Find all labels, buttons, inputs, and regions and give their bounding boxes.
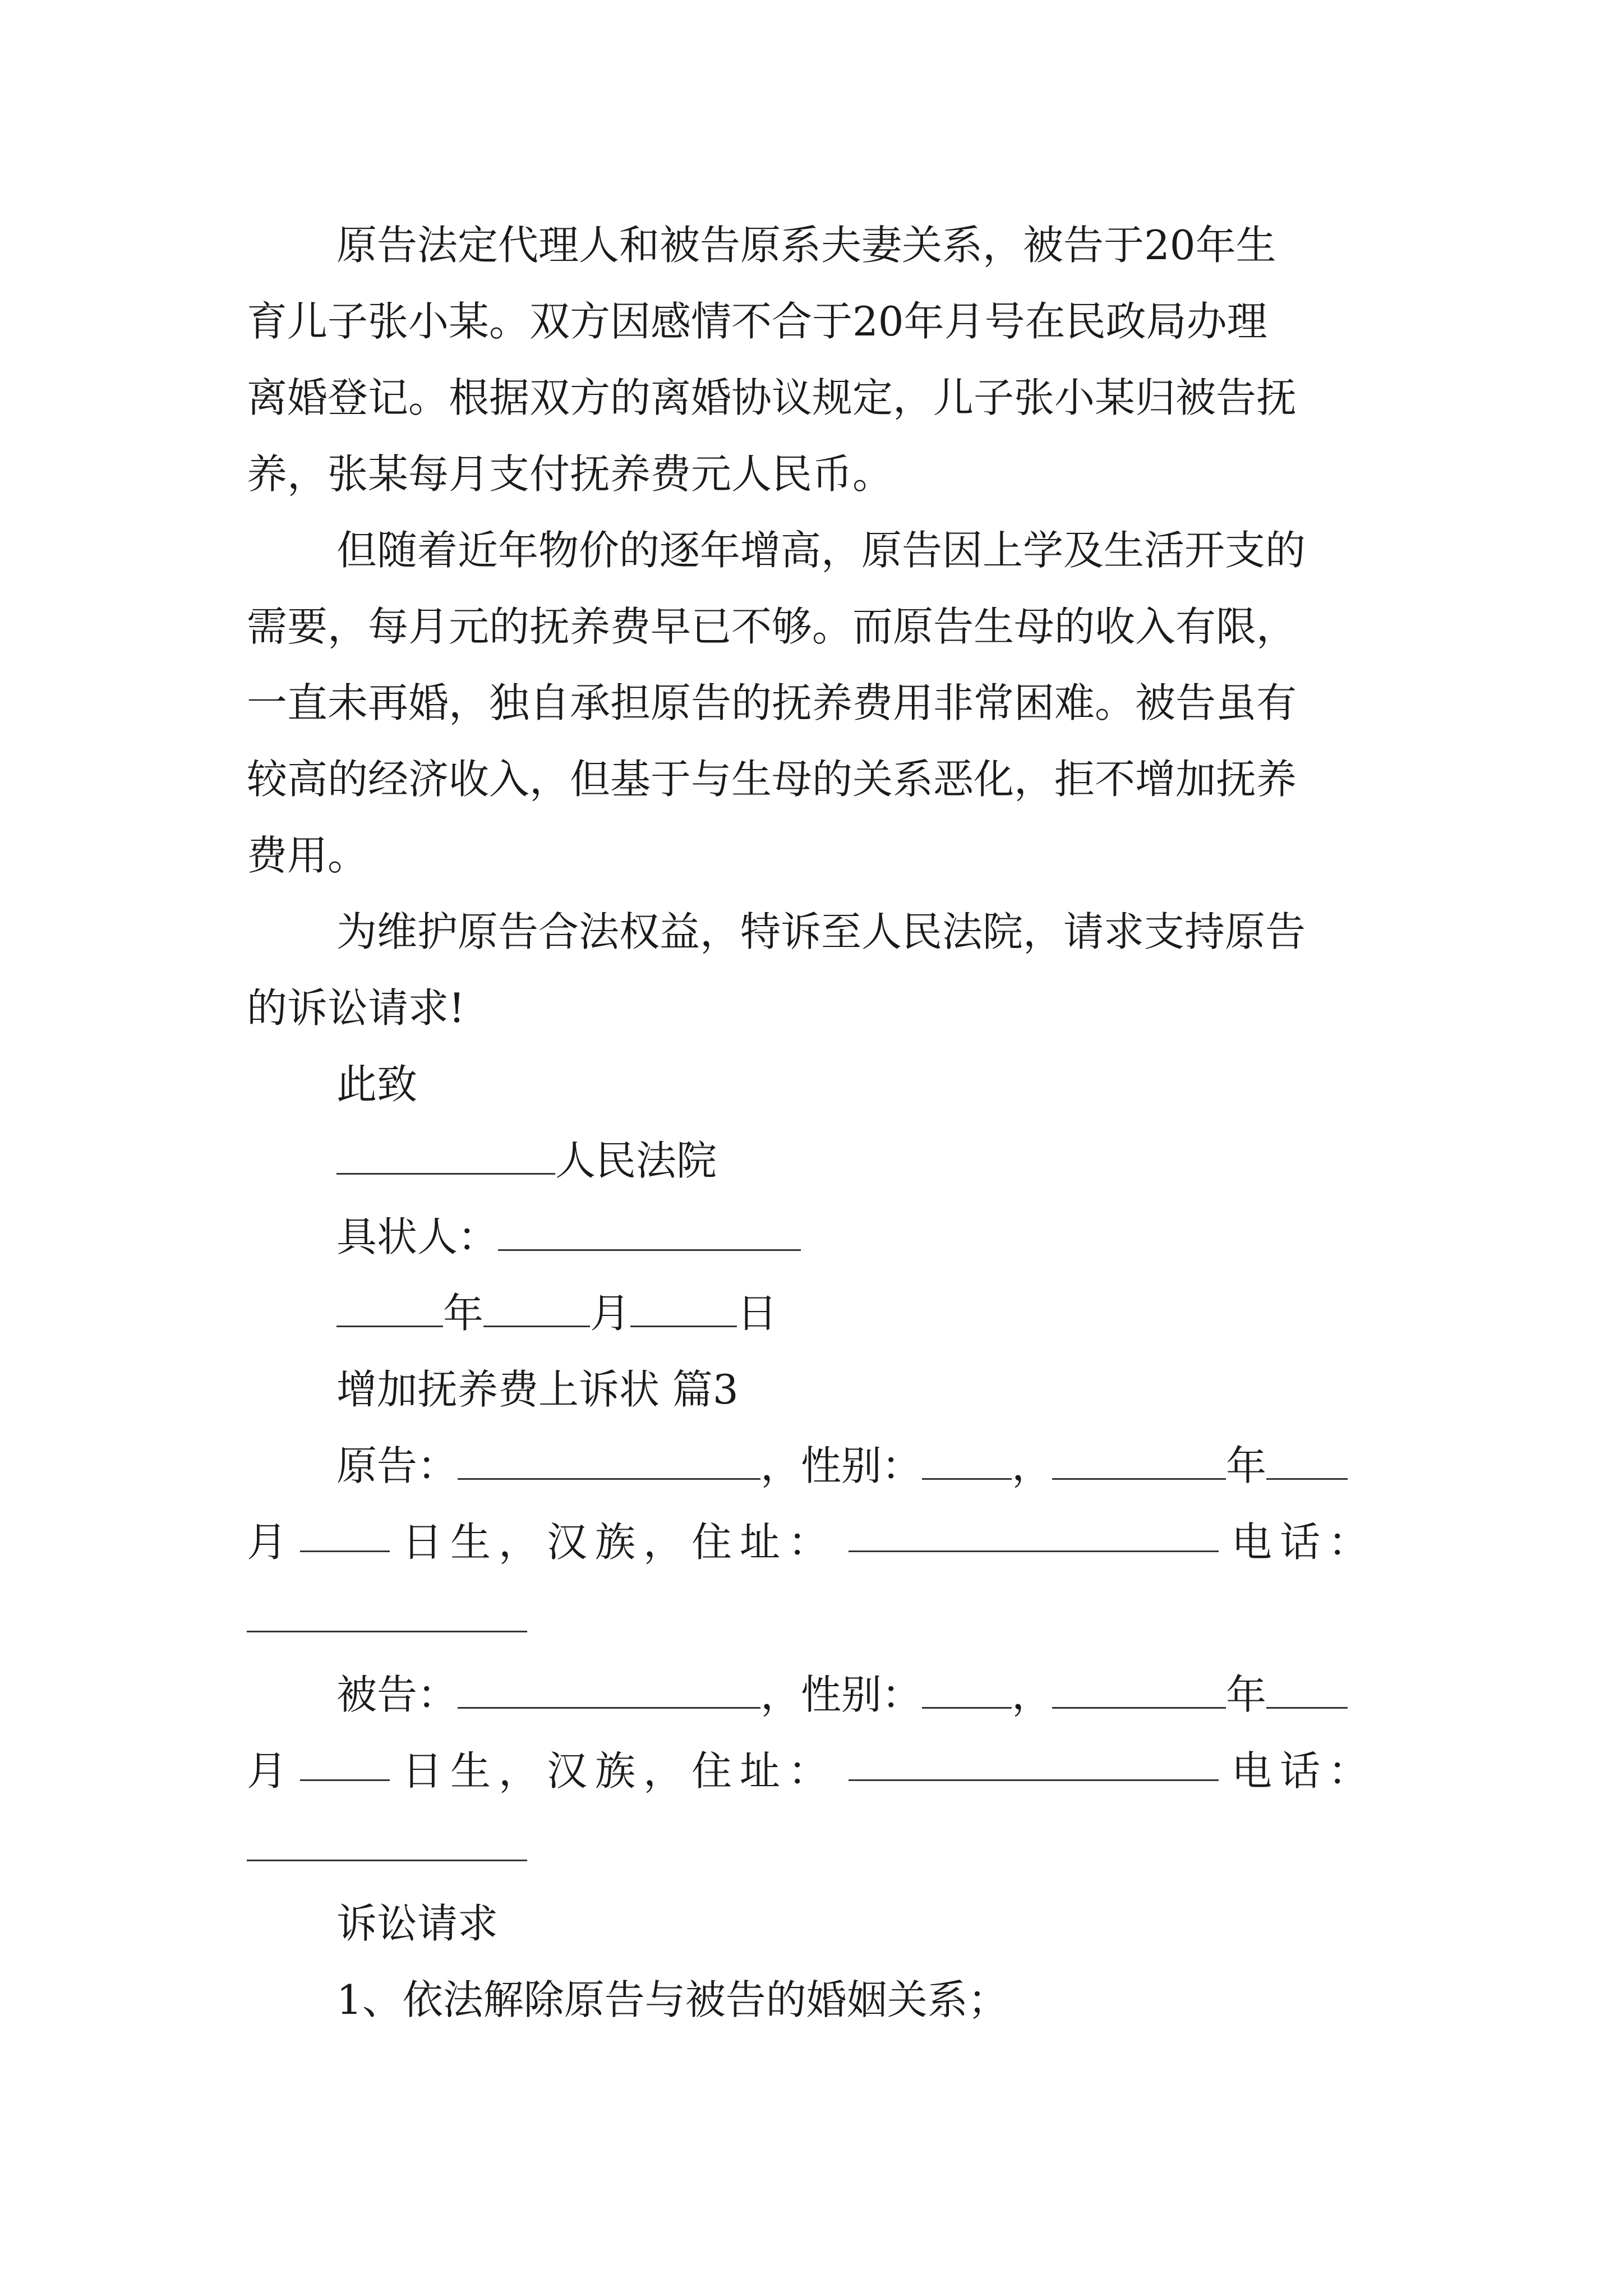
- plaintiff-label: 原告：: [336, 1442, 458, 1489]
- paragraph-line: 需要，每月元的抚养费早已不够。而原告生母的收入有限，: [247, 603, 1297, 650]
- defendant-phone-blank: [247, 1826, 527, 1861]
- defendant-month-blank: [1266, 1673, 1348, 1709]
- plaintiff-line: [247, 1593, 527, 1644]
- signer-blank: [498, 1216, 801, 1251]
- paragraph-line: 养，张某每月支付抚养费元人民币。: [247, 450, 893, 498]
- plaintiff-phone-label: 电话：: [1231, 1519, 1376, 1566]
- plaintiff-year-blank: [1052, 1444, 1226, 1480]
- defendant-line: [247, 1822, 527, 1872]
- defendant-month-label: 月: [247, 1747, 288, 1795]
- paragraph-line: 的诉讼请求!: [247, 984, 465, 1032]
- court-blank: [336, 1139, 555, 1175]
- defendant-name-blank: [458, 1673, 760, 1709]
- plaintiff-comma: ，: [1012, 1442, 1053, 1489]
- paragraph-line: 一直未再婚，独自承担原告的抚养费用非常困难。被告虽有: [247, 679, 1297, 726]
- month-blank: [483, 1292, 590, 1327]
- claim-item: 1、依法解除原告与被告的婚姻关系；: [336, 1976, 1008, 2023]
- defendant-line: [336, 1669, 1348, 1720]
- plaintiff-year-label: 年: [1226, 1442, 1267, 1489]
- signer-label: 具状人：: [336, 1213, 499, 1260]
- paragraph-line: 离婚登记。根据双方的离婚协议规定，儿子张小某归被告抚: [247, 374, 1297, 421]
- plaintiff-day-blank: [300, 1517, 390, 1552]
- defendant-label: 被告：: [336, 1671, 458, 1718]
- year-label: 年: [443, 1290, 484, 1337]
- plaintiff-name-blank: [458, 1444, 760, 1480]
- section-title: 增加抚养费上诉状 篇3: [336, 1366, 739, 1413]
- defendant-year-blank: [1052, 1673, 1226, 1709]
- month-label: 月: [590, 1290, 631, 1337]
- defendant-line: [247, 1746, 1376, 1796]
- plaintiff-month-label: 月: [247, 1519, 288, 1566]
- plaintiff-line: [247, 1517, 1376, 1567]
- paragraph-line: 原告法定代理人和被告原系夫妻关系，被告于20年生: [336, 222, 1276, 269]
- defendant-gender-blank: [922, 1673, 1012, 1709]
- plaintiff-gender-blank: [922, 1444, 1012, 1480]
- defendant-day-blank: [300, 1746, 390, 1781]
- paragraph-line: 为维护原告合法权益，特诉至人民法院，请求支持原告: [336, 908, 1306, 955]
- defendant-comma: ，: [1012, 1671, 1053, 1718]
- signer-line: [336, 1212, 801, 1262]
- court-line: [336, 1135, 717, 1186]
- day-label: 日: [737, 1290, 778, 1337]
- paragraph-line: 但随着近年物价的逐年增高，原告因上学及生活开支的: [336, 527, 1306, 574]
- date-line: [336, 1288, 777, 1338]
- defendant-gender-label: ，性别：: [760, 1671, 923, 1718]
- defendant-born-text: 日生，汉族，住址：: [402, 1747, 836, 1795]
- defendant-phone-label: 电话：: [1231, 1747, 1376, 1795]
- salutation: 此致: [336, 1061, 418, 1108]
- plaintiff-address-blank: [849, 1517, 1219, 1552]
- plaintiff-phone-blank: [247, 1597, 527, 1632]
- year-blank: [336, 1292, 443, 1327]
- paragraph-line: 费用。: [247, 832, 368, 879]
- plaintiff-born-text: 日生，汉族，住址：: [402, 1519, 836, 1566]
- plaintiff-month-blank: [1266, 1444, 1348, 1480]
- paragraph-line: 较高的经济收入，但基于与生母的关系恶化，拒不增加抚养: [247, 756, 1297, 803]
- paragraph-line: 育儿子张小某。双方因感情不合于20年月号在民政局办理: [247, 298, 1267, 345]
- claims-title: 诉讼请求: [336, 1900, 499, 1947]
- defendant-address-blank: [849, 1746, 1219, 1781]
- plaintiff-gender-label: ，性别：: [760, 1442, 923, 1489]
- plaintiff-line: [336, 1441, 1348, 1491]
- day-blank: [630, 1292, 737, 1327]
- court-suffix: 人民法院: [555, 1137, 717, 1184]
- defendant-year-label: 年: [1226, 1671, 1267, 1718]
